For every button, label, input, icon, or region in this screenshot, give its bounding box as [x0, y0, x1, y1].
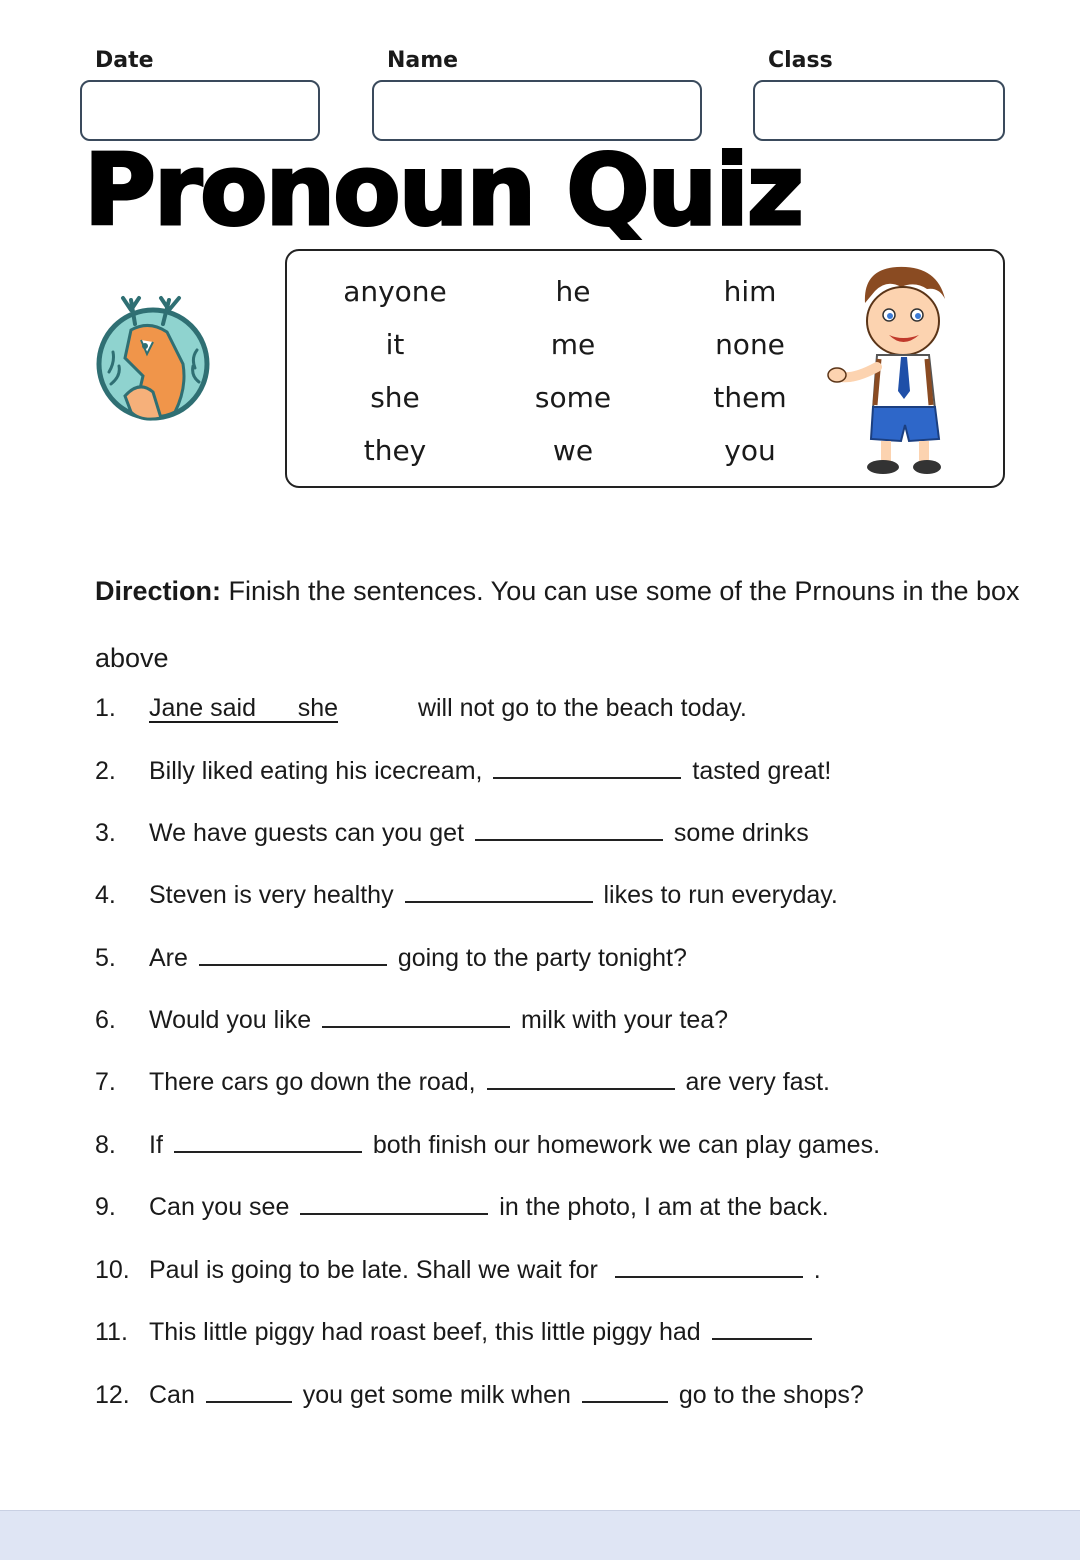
pronoun-word: none: [715, 328, 785, 361]
answer-blank[interactable]: [475, 819, 663, 841]
question-number: 6.: [95, 1006, 116, 1034]
pronoun-word: she: [370, 381, 420, 414]
question-text: some drinks: [673, 819, 809, 847]
pronoun-word: me: [550, 328, 596, 361]
question-number: 3.: [95, 819, 116, 847]
question-text: .: [813, 1256, 821, 1284]
question-text: Would you like: [149, 1006, 312, 1034]
answer-blank[interactable]: [300, 1193, 488, 1215]
question-text: Are: [149, 944, 188, 972]
question-number: 7.: [95, 1068, 116, 1096]
question-number: 10.: [95, 1256, 130, 1284]
question-number: 1.: [95, 694, 116, 722]
question-text: Can you see: [149, 1193, 290, 1221]
pronoun-word: they: [363, 434, 427, 467]
answer-blank[interactable]: [615, 1256, 803, 1278]
pronoun-word: some: [534, 381, 612, 414]
question-text: If: [149, 1131, 163, 1159]
pronoun-word: him: [723, 275, 777, 308]
answer-blank[interactable]: [712, 1318, 812, 1340]
question-text: both finish our homework we can play games.: [372, 1131, 881, 1159]
answer-blank[interactable]: [199, 944, 387, 966]
pronoun-word: he: [555, 275, 591, 308]
bottom-bar: [0, 1510, 1080, 1560]
class-field[interactable]: [753, 80, 1005, 141]
name-field[interactable]: [372, 80, 702, 141]
question-number: 9.: [95, 1193, 116, 1221]
name-label: Name: [387, 48, 459, 73]
question-text: go to the shops?: [678, 1381, 864, 1409]
answer-blank[interactable]: [493, 757, 681, 779]
question-number: 12.: [95, 1381, 130, 1409]
direction-label: Direction:: [95, 576, 222, 606]
pronoun-word: it: [385, 328, 405, 361]
class-label: Class: [768, 48, 833, 73]
question-text: We have guests can you get: [149, 819, 465, 847]
date-field[interactable]: [80, 80, 320, 141]
question-text: likes to run everyday.: [603, 881, 838, 909]
question-text: you get some milk when: [302, 1381, 571, 1409]
deer-illustration: [95, 292, 215, 432]
question-text: tasted great!: [692, 757, 832, 785]
pronoun-word: them: [713, 381, 787, 414]
answer-blank[interactable]: [582, 1381, 668, 1403]
answer-blank[interactable]: [206, 1381, 292, 1403]
pronoun-word: we: [552, 434, 594, 467]
question-text: going to the party tonight?: [397, 944, 687, 972]
date-label: Date: [95, 48, 154, 73]
question-text: milk with your tea?: [521, 1006, 729, 1034]
question-text: Billy liked eating his icecream,: [149, 757, 483, 785]
pronoun-word: anyone: [343, 275, 447, 308]
pronoun-word: you: [724, 434, 776, 467]
page-title: Pronoun Quiz: [84, 134, 802, 248]
answer-blank[interactable]: [405, 881, 593, 903]
direction-text: [95, 558, 1025, 692]
question-text: will not go to the beach today.: [417, 694, 747, 722]
answer-filled[interactable]: Jane said she: [149, 694, 339, 722]
question-number: 11.: [95, 1318, 128, 1346]
schoolboy-illustration: [827, 259, 967, 481]
direction-body: Finish the sentences. You can use some of the Prnouns in the box above: [95, 576, 1020, 673]
question-text: in the photo, I am at the back.: [499, 1193, 829, 1221]
question-text: This little piggy had roast beef, this little piggy had: [149, 1318, 701, 1346]
question-text: There cars go down the road,: [149, 1068, 476, 1096]
question-text: Steven is very healthy: [149, 881, 394, 909]
answer-blank[interactable]: [322, 1006, 510, 1028]
question-number: 8.: [95, 1131, 116, 1159]
pronoun-box: [285, 249, 1005, 488]
answer-blank[interactable]: [487, 1068, 675, 1090]
question-number: 4.: [95, 881, 116, 909]
question-text: Paul is going to be late. Shall we wait for: [149, 1256, 598, 1284]
question-number: 5.: [95, 944, 116, 972]
question-text: are very fast.: [685, 1068, 830, 1096]
question-number: 2.: [95, 757, 116, 785]
question-text: Can: [149, 1381, 195, 1409]
answer-blank[interactable]: [174, 1131, 362, 1153]
